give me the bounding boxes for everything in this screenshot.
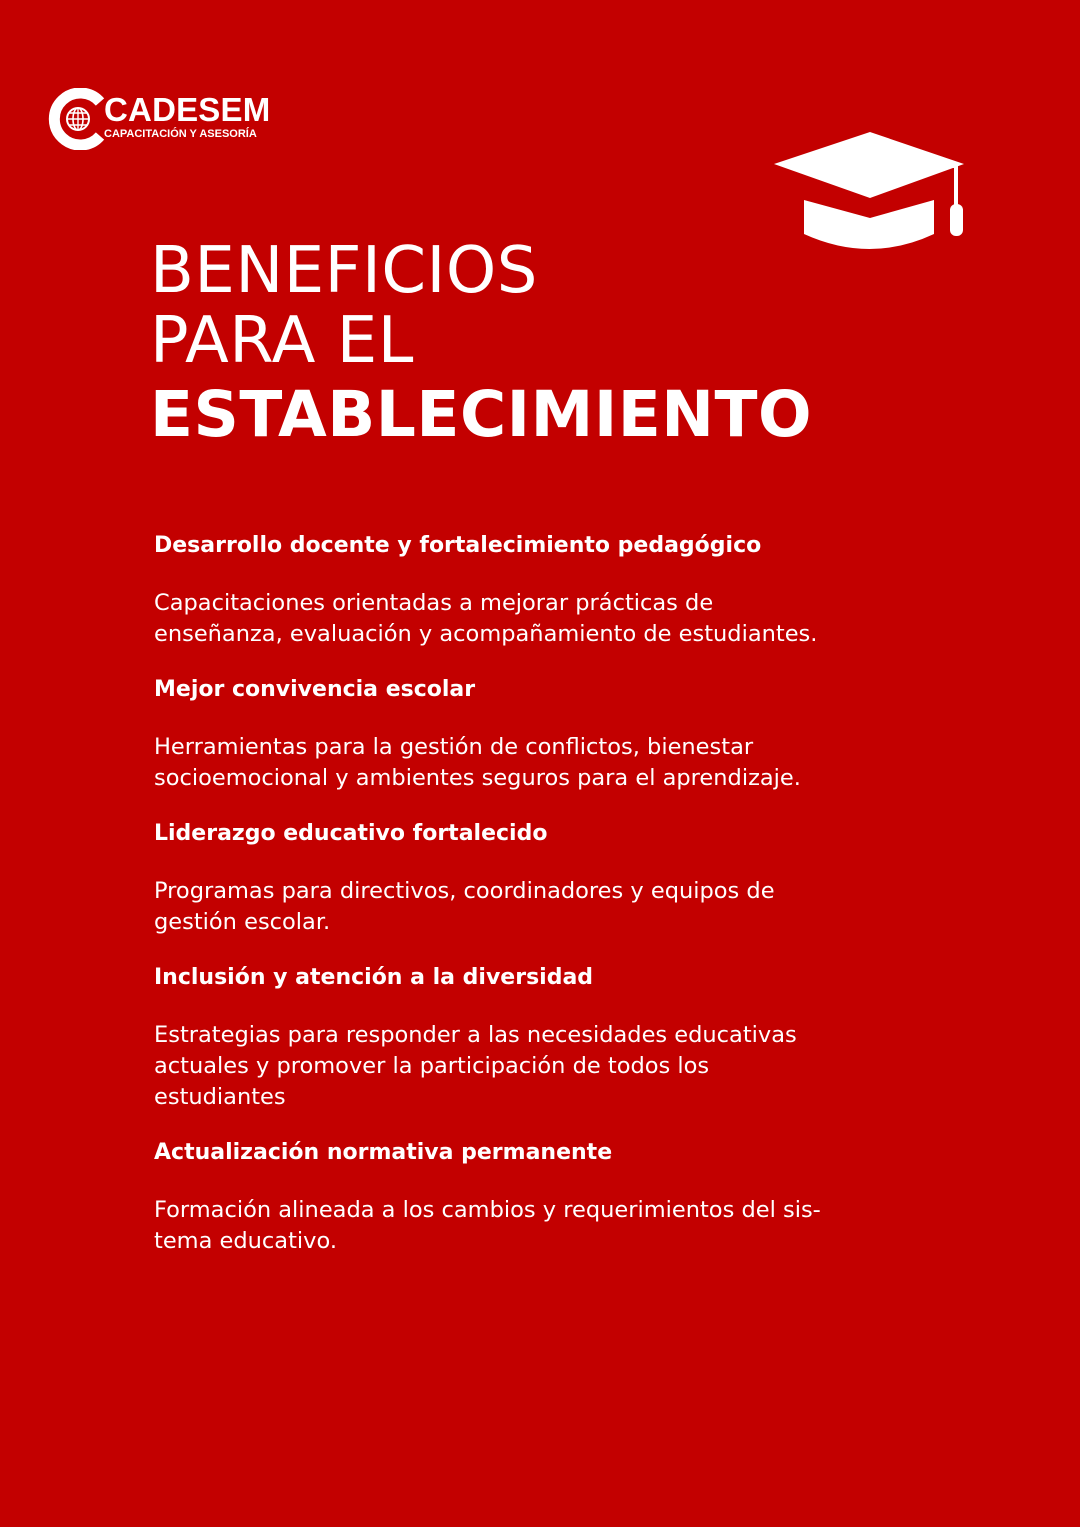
benefit-item <box>154 674 934 794</box>
benefit-description <box>154 1020 934 1113</box>
benefit-description-line: estudiantes <box>154 1084 286 1110</box>
benefit-heading: Desarrollo docente y fortalecimiento pedagógico <box>154 533 762 558</box>
benefit-item <box>154 818 934 938</box>
brand-name: CADESEM <box>104 91 271 128</box>
benefit-description-line: actuales y promover la participación de todos los <box>154 1053 710 1079</box>
benefit-description-line: enseñanza, evaluación y acompañamiento de estudiantes. <box>154 621 818 647</box>
title-line-1: BENEFICIOS <box>150 234 538 308</box>
brand-tagline: CAPACITACIÓN Y ASESORÍA <box>104 128 257 140</box>
title-line-3: ESTABLECIMIENTO <box>150 378 813 451</box>
benefit-heading: Liderazgo educativo fortalecido <box>154 821 548 846</box>
benefit-heading: Actualización normativa permanente <box>154 1140 613 1165</box>
brand-logo <box>48 88 288 154</box>
benefit-item <box>154 530 934 650</box>
globe-c-logo-icon <box>48 88 110 150</box>
benefit-description-line: gestión escolar. <box>154 909 331 935</box>
benefit-description-line: Herramientas para la gestión de conflictos, bienestar <box>154 734 754 760</box>
benefit-description-line: socioemocional y ambientes seguros para el aprendizaje. <box>154 765 801 791</box>
benefit-heading: Mejor convivencia escolar <box>154 677 476 702</box>
title-line-2: PARA EL <box>150 304 414 378</box>
benefit-description-line: Programas para directivos, coordinadores y equipos de <box>154 878 775 904</box>
benefit-item <box>154 1137 934 1257</box>
benefit-description-line: tema educativo. <box>154 1228 337 1254</box>
benefit-description-line: Formación alineada a los cambios y requerimientos del sis- <box>154 1197 821 1223</box>
benefit-description-line: Estrategias para responder a las necesidades educativas <box>154 1022 797 1048</box>
benefit-description <box>154 876 934 938</box>
page-title <box>150 236 1010 452</box>
benefit-description <box>154 588 934 650</box>
benefit-description <box>154 1195 934 1257</box>
benefit-description-line: Capacitaciones orientadas a mejorar prácticas de <box>154 590 714 616</box>
benefit-item <box>154 962 934 1113</box>
benefits-list <box>154 530 934 1281</box>
benefit-description <box>154 732 934 794</box>
benefit-heading: Inclusión y atención a la diversidad <box>154 965 594 990</box>
